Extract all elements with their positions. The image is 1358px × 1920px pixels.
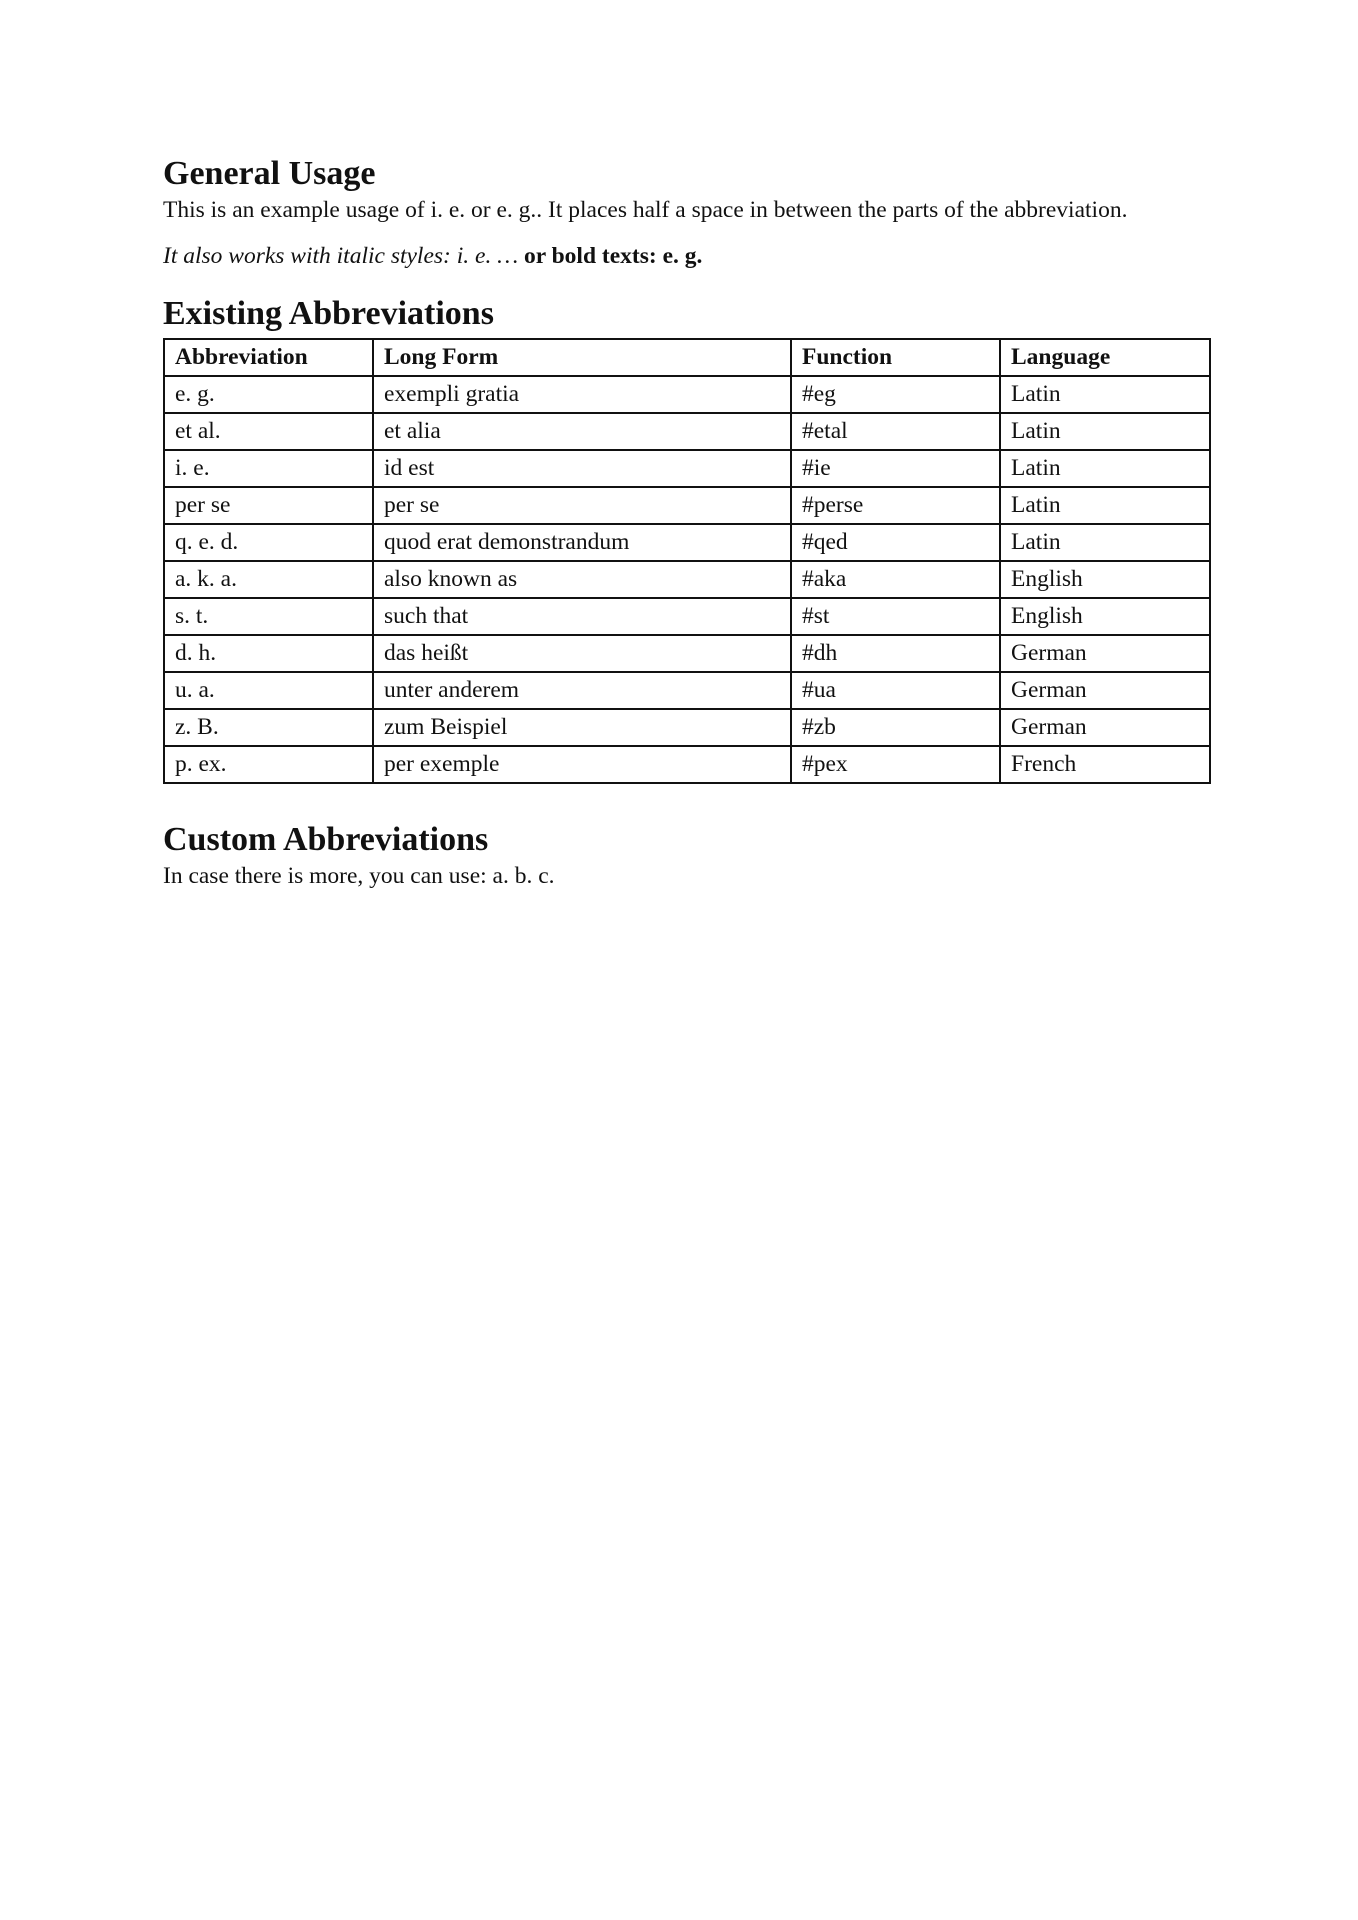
table-row [164, 413, 1210, 450]
cell-function: #aka [791, 561, 1000, 598]
cell-function: #zb [791, 709, 1000, 746]
cell-long-form: such that [373, 598, 791, 635]
cell-long-form: exempli gratia [373, 376, 791, 413]
column-header-language: Language [1000, 339, 1210, 376]
table-row [164, 524, 1210, 561]
cell-language: German [1000, 709, 1210, 746]
cell-function: #ie [791, 450, 1000, 487]
table-header-row [164, 339, 1210, 376]
table-row [164, 450, 1210, 487]
cell-abbreviation: i. e. [164, 450, 373, 487]
cell-language: Latin [1000, 376, 1210, 413]
table-row [164, 709, 1210, 746]
cell-function: #perse [791, 487, 1000, 524]
column-header-abbreviation: Abbreviation [164, 339, 373, 376]
cell-language: English [1000, 561, 1210, 598]
cell-language: French [1000, 746, 1210, 783]
cell-function: #pex [791, 746, 1000, 783]
cell-long-form: also known as [373, 561, 791, 598]
cell-long-form: per exemple [373, 746, 791, 783]
cell-abbreviation: a. k. a. [164, 561, 373, 598]
table-row [164, 561, 1210, 598]
cell-language: German [1000, 672, 1210, 709]
cell-function: #st [791, 598, 1000, 635]
styles-paragraph [163, 240, 1208, 272]
table-row [164, 598, 1210, 635]
table-row [164, 672, 1210, 709]
cell-abbreviation: d. h. [164, 635, 373, 672]
table-row [164, 487, 1210, 524]
cell-long-form: quod erat demonstrandum [373, 524, 791, 561]
abbreviations-table [163, 338, 1211, 784]
cell-abbreviation: et al. [164, 413, 373, 450]
document-page [163, 150, 1208, 892]
cell-function: #ua [791, 672, 1000, 709]
section-heading-general-usage: General Usage [163, 155, 376, 192]
cell-language: German [1000, 635, 1210, 672]
cell-long-form: et alia [373, 413, 791, 450]
cell-language: Latin [1000, 413, 1210, 450]
cell-function: #dh [791, 635, 1000, 672]
table-row [164, 635, 1210, 672]
cell-function: #qed [791, 524, 1000, 561]
custom-abbreviations-paragraph: In case there is more, you can use: a. b. c. [163, 863, 555, 889]
column-header-function: Function [791, 339, 1000, 376]
section-heading-custom-abbreviations: Custom Abbreviations [163, 821, 489, 858]
cell-long-form: das heißt [373, 635, 791, 672]
section-heading-existing-abbreviations: Existing Abbreviations [163, 295, 494, 332]
cell-abbreviation: z. B. [164, 709, 373, 746]
general-usage-paragraph: This is an example usage of i. e. or e. g.. It places half a space in between the parts of the abbreviation. [163, 197, 1128, 223]
cell-long-form: id est [373, 450, 791, 487]
table-row [164, 376, 1210, 413]
cell-abbreviation: q. e. d. [164, 524, 373, 561]
cell-abbreviation: e. g. [164, 376, 373, 413]
cell-abbreviation: per se [164, 487, 373, 524]
cell-long-form: zum Beispiel [373, 709, 791, 746]
cell-language: Latin [1000, 524, 1210, 561]
cell-long-form: unter anderem [373, 672, 791, 709]
cell-abbreviation: s. t. [164, 598, 373, 635]
italic-example-text: It also works with italic styles: i. e. … [163, 243, 519, 269]
table-row [164, 746, 1210, 783]
cell-function: #eg [791, 376, 1000, 413]
cell-language: English [1000, 598, 1210, 635]
cell-abbreviation: p. ex. [164, 746, 373, 783]
cell-function: #etal [791, 413, 1000, 450]
bold-example-text: or bold texts: e. g. [523, 243, 703, 269]
cell-language: Latin [1000, 487, 1210, 524]
cell-long-form: per se [373, 487, 791, 524]
cell-language: Latin [1000, 450, 1210, 487]
cell-abbreviation: u. a. [164, 672, 373, 709]
column-header-long-form: Long Form [373, 339, 791, 376]
